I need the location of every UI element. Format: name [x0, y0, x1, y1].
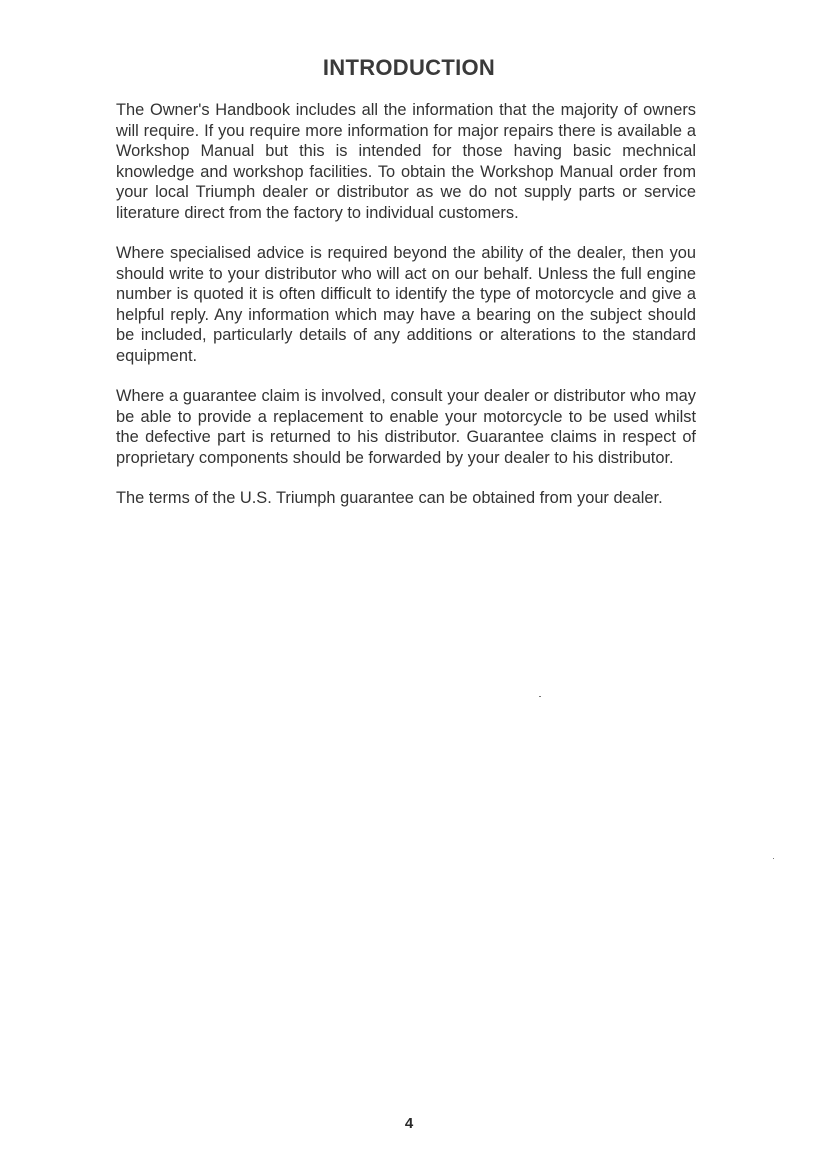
scan-speck [539, 696, 541, 697]
paragraph-guarantee-claim: Where a guarantee claim is involved, consult your dealer or distributor who may be able to provide a replacement to enable your motorcycle to be used whilst the defective part is returned to his distributor. Guarantee claims in respect of proprietary components should be forwarded by your dealer to his distributor. [116, 387, 696, 467]
paragraph-us-guarantee: The terms of the U.S. Triumph guarantee can be obtained from your dealer. [116, 489, 663, 507]
page-number: 4 [404, 1115, 414, 1132]
paragraph-specialised-advice: Where specialised advice is required beyond the ability of the dealer, then you should write to your distributor who will act on our behalf. Unless the full engine number is quoted it is often difficult to identify the type of motorcycle and give a helpful reply. Any information which may have a bearing on the subject should be included, particularly details of any additions or alterations to the standard equipment. [116, 244, 696, 365]
scan-speck [773, 858, 774, 859]
page-title: INTRODUCTION [322, 55, 496, 80]
body-text [116, 100, 696, 529]
paragraph-handbook-info: The Owner's Handbook includes all the information that the majority of owners will require. If you require more information for major repairs there is available a Workshop Manual but this is intended for those having basic mechnical knowledge and workshop facilities. To obtain the Workshop Manual order from your local Triumph dealer or distributor as we do not supply parts or service literature direct from the factory to individual customers. [116, 101, 696, 222]
